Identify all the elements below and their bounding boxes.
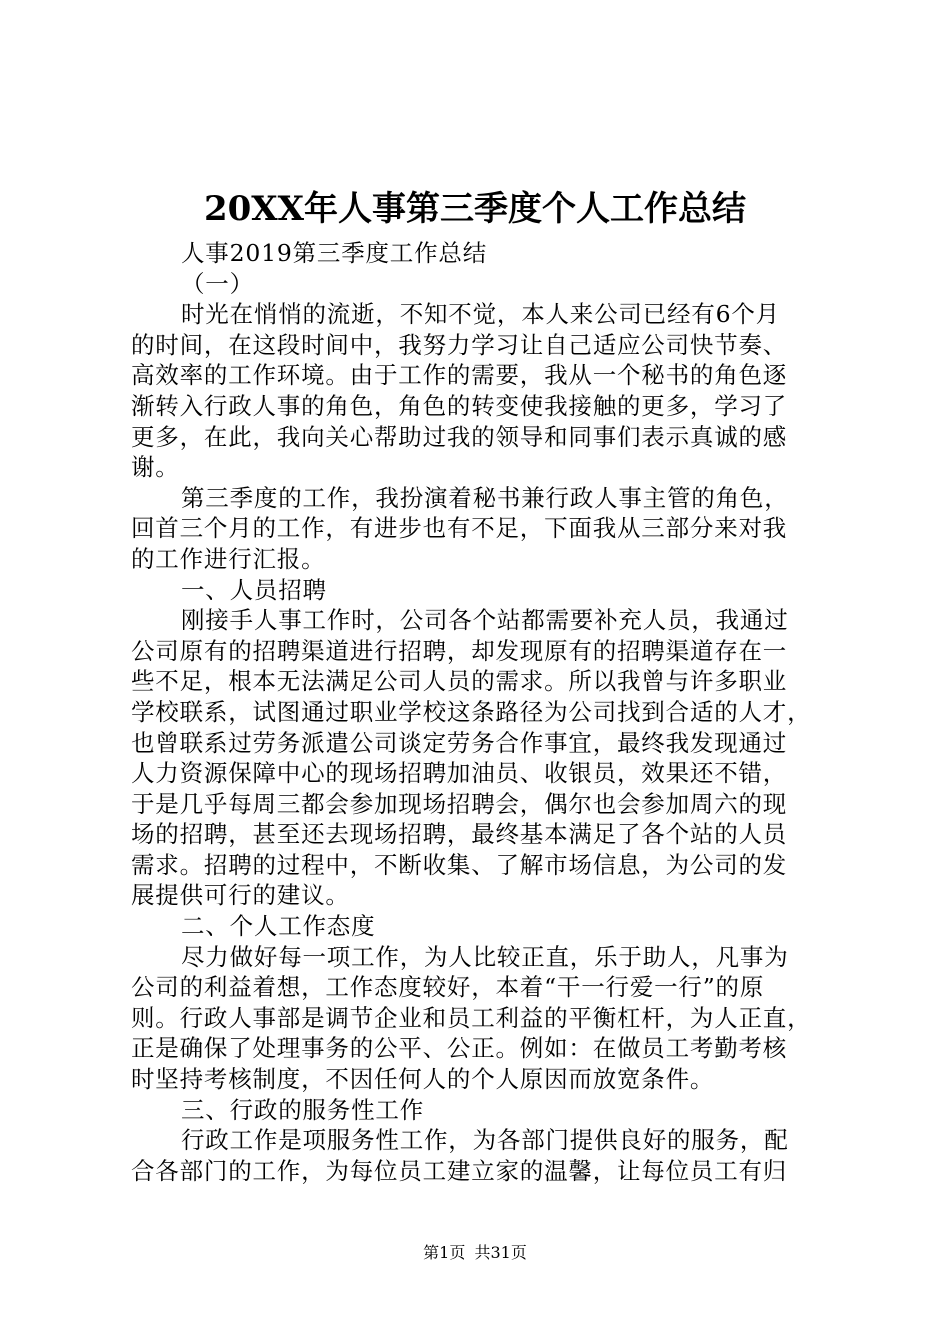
text-line: 三、行政的服务性工作 — [181, 1095, 424, 1124]
text-line: 也曾联系过劳务派遣公司谈定劳务合作事宜，最终我发现通过 — [131, 728, 788, 757]
text-line: 第三季度的工作，我扮演着秘书兼行政人事主管的角色， — [181, 483, 789, 512]
text-line: 公司原有的招聘渠道进行招聘，却发现原有的招聘渠道存在一 — [131, 636, 788, 665]
text-line: 人力资源保障中心的现场招聘加油员、收银员，效果还不错， — [131, 759, 788, 788]
text-line: 的时间，在这段时间中，我努力学习让自己适应公司快节奏、 — [131, 330, 788, 359]
text-line: 需求。招聘的过程中，不断收集、了解市场信息，为公司的发 — [131, 850, 788, 879]
text-line: 些不足，根本无法满足公司人员的需求。所以我曾与许多职业 — [131, 667, 788, 696]
text-line: 场的招聘，甚至还去现场招聘，最终基本满足了各个站的人员 — [131, 820, 788, 849]
page-total: 共31页 — [474, 1243, 527, 1262]
text-line: 回首三个月的工作，有进步也有不足，下面我从三部分来对我 — [131, 514, 788, 543]
text-line: 一、人员招聘 — [181, 575, 327, 604]
text-line: 公司的利益着想，工作态度较好，本着“干一行爱一行”的原 — [131, 973, 765, 1002]
text-line: 的工作进行汇报。 — [131, 544, 326, 573]
text-line: 正是确保了处理事务的公平、公正。例如：在做员工考勤考核 — [131, 1034, 788, 1063]
text-line: 合各部门的工作，为每位员工建立家的温馨，让每位员工有归 — [131, 1156, 788, 1185]
text-line: （一） — [181, 269, 254, 298]
text-line: 行政工作是项服务性工作，为各部门提供良好的服务，配 — [181, 1126, 789, 1155]
text-line: 刚接手人事工作时，公司各个站都需要补充人员，我通过 — [181, 606, 789, 635]
document-title: 20XX年人事第三季度个人工作总结 — [203, 189, 747, 229]
text-line: 尽力做好每一项工作，为人比较正直，乐于助人，凡事为 — [181, 942, 789, 971]
text-line: 高效率的工作环境。由于工作的需要，我从一个秘书的角色逐 — [131, 361, 788, 390]
text-line: 时光在悄悄的流逝，不知不觉，本人来公司已经有6个月 — [181, 300, 780, 329]
text-line: 更多，在此，我向关心帮助过我的领导和同事们表示真诚的感 — [131, 422, 788, 451]
text-line: 时坚持考核制度，不因任何人的个人原因而放宽条件。 — [131, 1065, 715, 1094]
text-line: 渐转入行政人事的角色，角色的转变使我接触的更多，学习了 — [131, 391, 788, 420]
document-body — [131, 238, 833, 1186]
text-line: 于是几乎每周三都会参加现场招聘会，偶尔也会参加周六的现 — [131, 789, 788, 818]
text-line: 则。行政人事部是调节企业和员工利益的平衡杠杆，为人正直， — [131, 1003, 812, 1032]
page-footer — [0, 1242, 950, 1264]
text-line: 人事2019第三季度工作总结 — [181, 239, 488, 267]
text-line: 学校联系，试图通过职业学校这条路径为公司找到合适的人才， — [131, 697, 812, 726]
text-line: 二、个人工作态度 — [181, 912, 376, 941]
text-line: 展提供可行的建议。 — [131, 881, 350, 910]
page-number: 第1页 — [423, 1243, 466, 1262]
text-line: 谢。 — [131, 453, 180, 482]
